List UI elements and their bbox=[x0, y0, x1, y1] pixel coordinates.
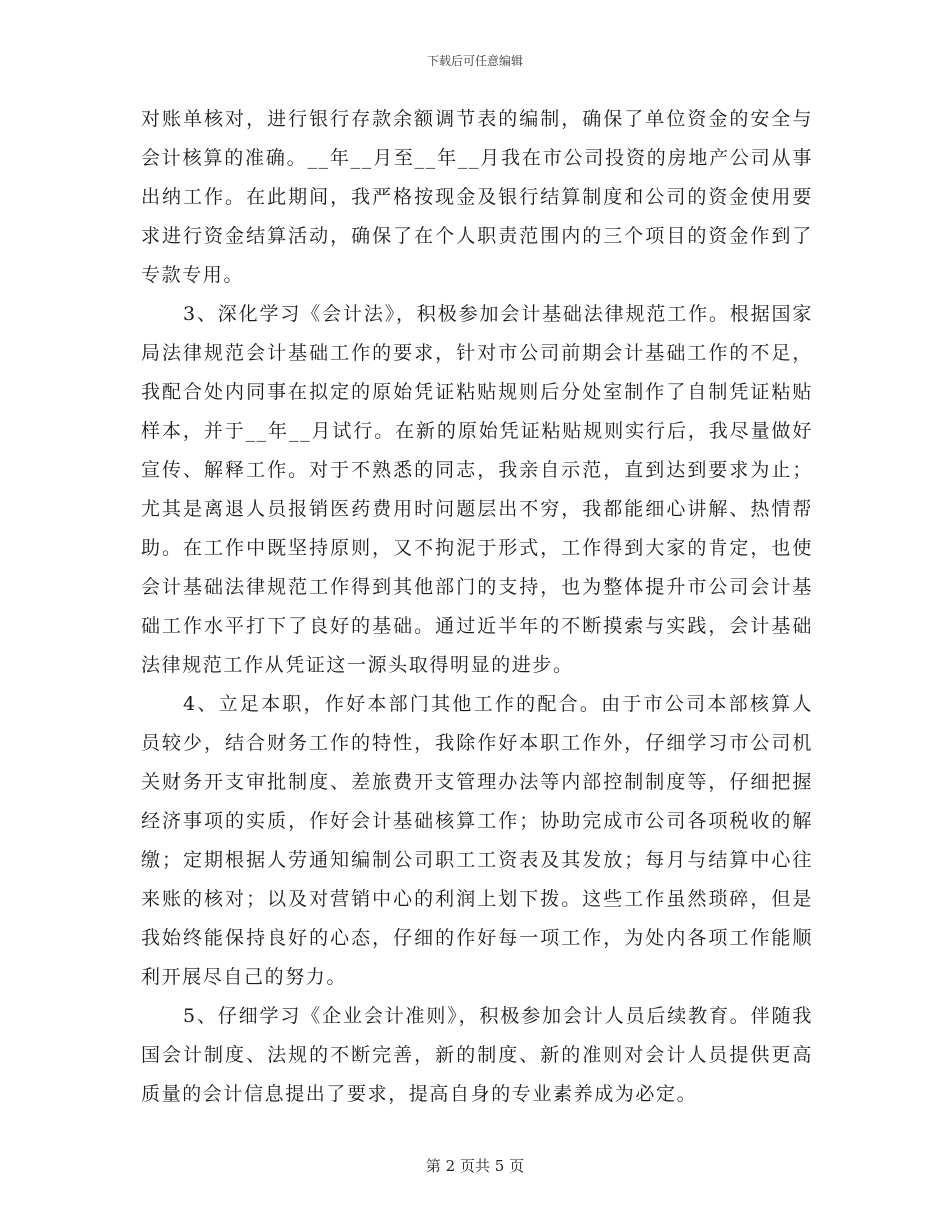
page-header: 下载后可任意编辑 bbox=[426, 54, 523, 68]
paragraph-2: 3、深化学习《会计法》，积极参加会计基础法律规范工作。根据国家局法律规范会计基础工作的要求，针对市公司前期会计基础工作的不足，我配合处内同事在拟定的原始凭证粘贴规则后分处室制作了自制凭证粘贴样本，并于__年__月试行。在新的原始凭证粘贴规则实行后，我尽量做好宣传、解释工作。对于不熟悉的同志，我亲自示范，直到达到要求为止；尤其是离退人员报销医药费用时问题层出不穷，我都能细心讲解、热情帮助。在工作中既坚持原则，又不拘泥于形式，工作得到大家的肯定，也使会计基础法律规范工作得到其他部门的支持，也为整体提升市公司会计基础工作水平打下了良好的基础。通过近半年的不断摸索与实践，会计基础法律规范工作从凭证这一源头取得明显的进步。 bbox=[141, 303, 813, 676]
paragraph-1: 对账单核对，进行银行存款余额调节表的编制，确保了单位资金的安全与会计核算的准确。__年__月至__年__月我在市公司投资的房地产公司从事出纳工作。在此期间，我严格按现金及银行结算制度和公司的资金使用要求进行资金结算活动，确保了在个人职责范围内的三个项目的资金作到了专款专用。 bbox=[141, 108, 813, 286]
paragraph-3: 4、立足本职，作好本部门其他工作的配合。由于市公司本部核算人员较少，结合财务工作的特性，我除作好本职工作外，仔细学习市公司机关财务开支审批制度、差旅费开支管理办法等内部控制制度等，仔细把握经济事项的实质，作好会计基础核算工作；协助完成市公司各项税收的解缴；定期根据人劳通知编制公司职工工资表及其发放；每月与结算中心往来账的核对；以及对营销中心的利润上划下拨。这些工作虽然琐碎，但是我始终能保持良好的心态，仔细的作好每一项工作，为处内各项工作能顺利开展尽自己的努力。 bbox=[141, 693, 813, 988]
document-body bbox=[141, 100, 813, 1114]
page-footer: 第 2 页共 5 页 bbox=[425, 1157, 525, 1175]
paragraph-4: 5、仔细学习《企业会计准则》，积极参加会计人员后续教育。伴随我国会计制度、法规的不断完善，新的制度、新的准则对会计人员提供更高质量的会计信息提出了要求，提高自身的专业素养成为必定。 bbox=[141, 1005, 813, 1105]
